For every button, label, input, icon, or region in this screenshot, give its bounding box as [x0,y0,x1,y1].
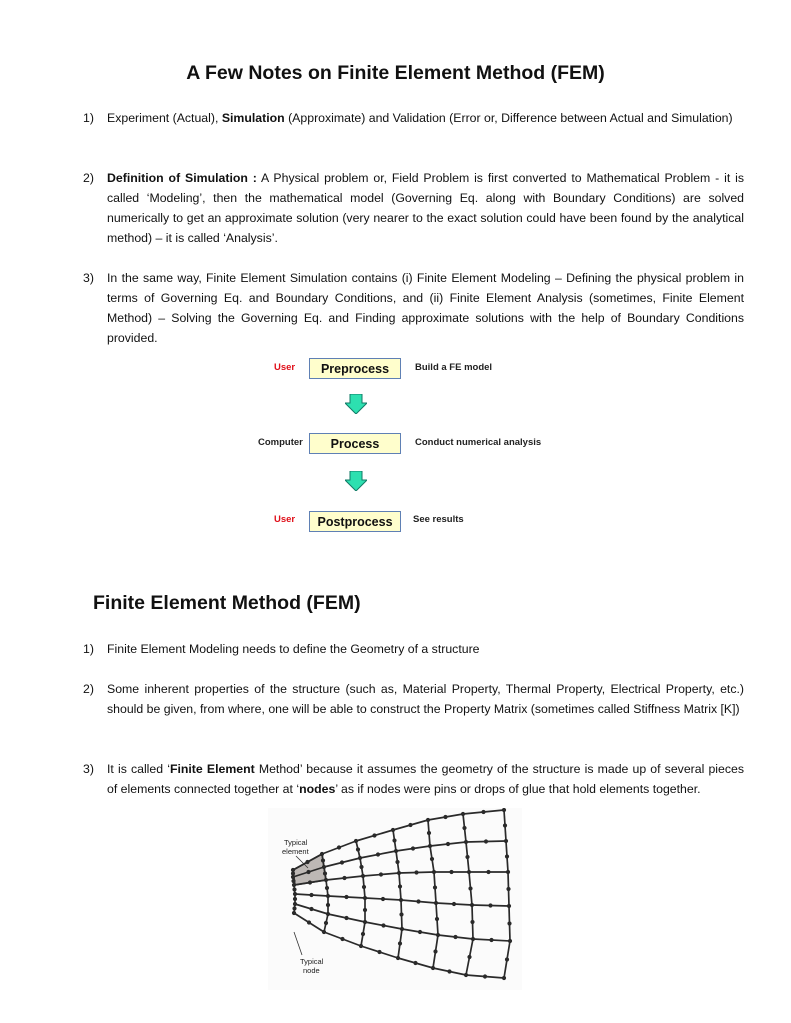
mesh-node [292,906,296,910]
item-number: 3) [83,271,94,285]
mesh-node [506,870,510,874]
mesh-node [483,974,487,978]
mesh-node [484,839,488,843]
mesh-node [379,872,383,876]
mesh-node [502,808,506,812]
finite-element-mesh-figure [268,808,522,990]
mesh-node [465,855,469,859]
mesh-node [408,823,412,827]
mesh-node [306,870,310,874]
mesh-node [486,870,490,874]
mesh-node [291,875,295,879]
actor-label: Computer [258,437,303,448]
mesh-node [337,845,341,849]
item-number: 2) [83,682,94,696]
mesh-node [505,957,509,961]
mesh-node [305,860,309,864]
mesh-node [324,921,328,925]
mesh-node [416,899,420,903]
list-item [83,168,744,248]
mesh-node [344,895,348,899]
mesh-node [340,937,344,941]
mesh-node [447,969,451,973]
mesh-node [431,966,435,970]
mesh-node [481,810,485,814]
mesh-node [400,927,404,931]
item-text: Some inherent properties of the structure (such as, Material Property, Thermal Property, Electrical Property, etc.) should be given, from where, one will be able to construct the Property Matrix (sometimes called Stiffness Matrix [K]) [107,682,744,716]
mesh-node [322,865,326,869]
mesh-node [508,939,512,943]
mesh-node [470,903,474,907]
mesh-node [292,911,296,915]
typical-element-label: Typical element [282,838,309,856]
mesh-node [502,976,506,980]
mesh-node [354,839,358,843]
mesh-node [322,930,326,934]
mesh-node [399,912,403,916]
mesh-node [433,949,437,953]
mesh-node [358,856,362,860]
mesh-node [292,887,296,891]
mesh-node [292,883,296,887]
mesh-node [363,896,367,900]
section-heading: Finite Element Method (FEM) [93,592,361,614]
mesh-node [293,892,297,896]
mesh-node [397,871,401,875]
mesh-node [453,935,457,939]
mesh-node [359,865,363,869]
down-arrow-icon [345,471,367,491]
mesh-node [468,886,472,890]
list-item [83,268,744,348]
mesh-node [411,846,415,850]
mesh-node [462,826,466,830]
mesh-node [320,852,324,856]
mesh-node [377,950,381,954]
mesh-node [426,818,430,822]
item-text: Experiment (Actual), Simulation (Approximate) and Validation (Error or, Difference between Actual and Simulation) [107,111,733,125]
step-box-postprocess: Postprocess [309,511,401,532]
item-number: 2) [83,171,94,185]
step-note: Conduct numerical analysis [415,437,542,448]
actor-label: User [274,514,296,525]
mesh-node [399,898,403,902]
mesh-node [398,941,402,945]
mesh-node [452,902,456,906]
list-item [83,639,744,659]
mesh-node [443,815,447,819]
mesh-node [323,871,327,875]
mesh-node [372,833,376,837]
mesh-node [381,897,385,901]
mesh-node [325,886,329,890]
step-note: Build a FE model [415,362,493,373]
mesh-node [506,887,510,891]
mesh-node [489,938,493,942]
list-item [83,679,744,719]
mesh-node [359,944,363,948]
mesh-node [324,878,328,882]
mesh-node [321,858,325,862]
mesh-node [436,933,440,937]
mesh-node [396,956,400,960]
item-text: It is called ‘Finite Element Method’ because it assumes the geometry of the structure is made up of several pieces of elements connected together at ‘nodes’ as if nodes were pins or drops of glue that hold elements together. [107,762,744,796]
mesh-node [461,812,465,816]
item-text: In the same way, Finite Element Simulation contains (i) Finite Element Modeling – Defining the physical problem in terms of Governing Eq. and Boundary Conditions, and (ii) Finite Element Analysis (sometimes, Finite Element Method) – Solving the Governing Eq. and Finding approximate solutions with the help of Boundary Conditions provided. [107,271,744,345]
mesh-node [427,831,431,835]
mesh-node [361,932,365,936]
mesh-node [291,879,295,883]
list-item [83,108,744,128]
mesh-node [376,852,380,856]
mesh-node [471,937,475,941]
mesh-node [309,907,313,911]
mesh-node [326,912,330,916]
mesh-node [430,857,434,861]
mesh-node [326,894,330,898]
mesh-node [435,917,439,921]
step-box-process: Process [309,433,401,454]
item-text: Definition of Simulation : A Physical problem or, Field Problem is first converted to Mathematical Problem - it is called ‘Modeling’, then the mathematical model (Governing Eq. along with Boundary Conditions) are solved numerically to get an approximate solution (very nearer to the exact solution could have been found by the analytical method) – it is called ‘Analysis’. [107,171,744,245]
page-title: A Few Notes on Finite Element Method (FEM) [186,62,605,84]
item-text: Finite Element Modeling needs to define the Geometry of a structure [107,642,480,656]
mesh-node [433,885,437,889]
mesh-node [470,920,474,924]
down-arrow-icon [345,394,367,414]
step-box-preprocess: Preprocess [309,358,401,379]
mesh-node [507,904,511,908]
mesh-node [340,860,344,864]
mesh-node [307,920,311,924]
mesh-node [363,920,367,924]
mesh-node [392,838,396,842]
list-item [83,759,744,799]
mesh-node [467,870,471,874]
mesh-node [414,870,418,874]
item-number: 1) [83,111,94,125]
mesh-node [488,903,492,907]
mesh-node [398,884,402,888]
mesh-node [434,901,438,905]
mesh-node [394,849,398,853]
mesh-node [413,961,417,965]
mesh-node [308,880,312,884]
mesh-node [391,828,395,832]
mesh-node [418,930,422,934]
mesh-node [344,916,348,920]
mesh-node [446,842,450,846]
mesh-node [464,840,468,844]
typical-node-label: Typical node [300,957,324,975]
mesh-node [361,874,365,878]
mesh-node [309,893,313,897]
mesh-node [467,955,471,959]
mesh-node [449,870,453,874]
mesh-node [293,897,297,901]
mesh-node [293,902,297,906]
mesh-node [504,839,508,843]
mesh-node [326,903,330,907]
mesh-node [342,876,346,880]
mesh-node [356,847,360,851]
mesh-node [381,923,385,927]
mesh-node [428,844,432,848]
mesh-node [363,908,367,912]
mesh-node [503,823,507,827]
item-number: 1) [83,642,94,656]
mesh-node [395,860,399,864]
mesh-node [362,885,366,889]
step-note: See results [413,514,464,525]
mesh-node [464,973,468,977]
actor-label: User [274,362,296,373]
mesh-node [432,870,436,874]
mesh-node [507,921,511,925]
mesh-node [505,854,509,858]
item-number: 3) [83,762,94,776]
